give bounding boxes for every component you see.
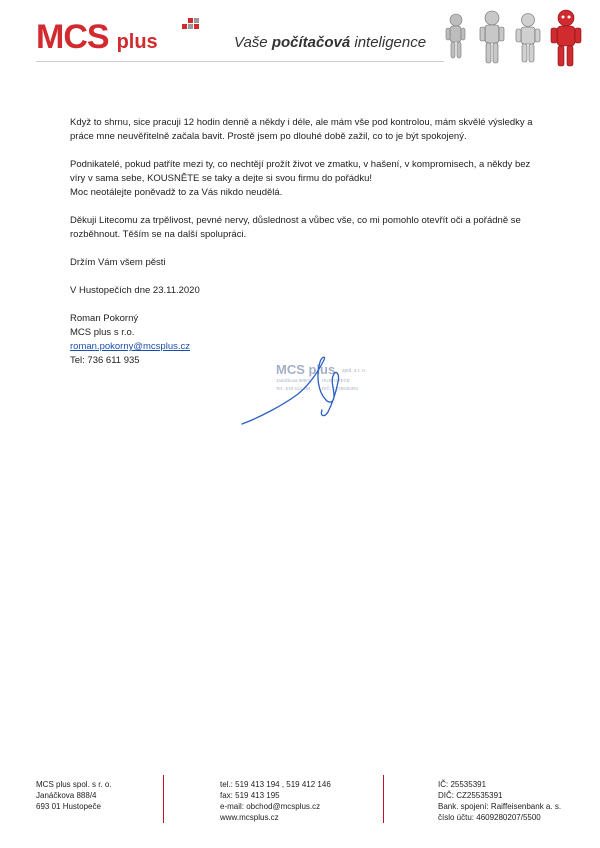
footer-company-column: [36, 779, 112, 812]
stamp-address: Janáčkova 888/4: [276, 378, 311, 383]
mcs-plus-logo: [36, 20, 158, 54]
footer-city: 693 01 Hustopeče: [36, 802, 101, 811]
footer-email[interactable]: e-mail: obchod@mcsplus.cz: [220, 802, 321, 811]
robots-illustration-icon: [440, 4, 590, 70]
footer-web[interactable]: www.mcsplus.cz: [220, 813, 279, 822]
signer-phone: Tel: 736 611 935: [70, 355, 140, 366]
letter-body: [70, 116, 540, 368]
paragraph-2-line-2: Moc neotálejte poněvadž to za Vás nikdo neudělá.: [70, 187, 283, 198]
stamp-tel: Tel.: 519 413 194: [276, 386, 311, 391]
tagline-suffix: inteligence: [354, 34, 427, 51]
stamp-city: HUSTOPEČE: [322, 378, 350, 383]
logo-squares-icon: [182, 18, 202, 34]
letterhead: [0, 0, 600, 80]
paragraph-3: Děkuji Litecomu za trpělivost, pevné nervy, důslednost a vůbec vše, co mi pomohlo otevřít oči a pořádně se rozběhnout. Těším se na další spolupráci.: [70, 215, 521, 240]
closing: Držím Vám všem pěsti: [70, 257, 166, 268]
logo-mcs-text: MCS: [36, 18, 109, 56]
footer-street: Janáčkova 888/4: [36, 791, 97, 800]
footer-bank: Bank. spojení: Raiffeisenbank a. s.: [438, 802, 562, 811]
footer-divider-1: [163, 775, 164, 823]
footer-fax: fax: 519 413 195: [220, 791, 280, 800]
signer-email-link[interactable]: roman.pokorny@mcsplus.cz: [70, 341, 190, 352]
header-divider: [36, 61, 444, 62]
tagline-bold: počítačová: [271, 34, 351, 51]
place-date: V Hustopečích dne 23.11.2020: [70, 285, 200, 296]
tagline: [234, 34, 426, 51]
stamp-dic: DIČ: CZ25535391: [322, 386, 359, 391]
company-stamp-and-signature: [238, 352, 388, 432]
footer-tel: tel.: 519 413 194 , 519 412 146: [220, 780, 331, 789]
footer-divider-2: [383, 775, 384, 823]
signer-name: Roman Pokorný: [70, 313, 139, 324]
stamp-logo: MCS plus: [276, 362, 336, 377]
tagline-prefix: Vaše: [234, 34, 268, 51]
logo-plus-text: plus: [116, 31, 158, 53]
letter-footer: [0, 775, 600, 835]
signer-company: MCS plus s r.o.: [70, 327, 135, 338]
footer-ico: IČ: 25535391: [438, 780, 487, 789]
paragraph-1: Když to shrnu, sice pracuji 12 hodin denně a někdy i déle, ale mám vše pod kontrolou, mám skvělé výsledky a práce mne neuvěřitelně začala bavit. Prostě jsem po dlouhé době zažil, co to je být spokojený.: [70, 117, 533, 142]
footer-dic: DIČ: CZ25535391: [438, 791, 503, 800]
stamp-company: spol. s r. o.: [342, 368, 367, 374]
footer-contact-column: [220, 779, 331, 823]
footer-account: číslo účtu: 4609280207/5500: [438, 813, 541, 822]
paragraph-2-line-1: Podnikatelé, pokud patříte mezi ty, co nechtějí prožít život ve zmatku, v hašení, v kompromisech, a někdy bez víry v sama sebe, KOUSNĚTE se taky a dejte si svou firmu do pořádku!: [70, 159, 531, 184]
footer-bank-column: [438, 779, 561, 823]
footer-company-name: MCS plus spol. s r. o.: [36, 780, 112, 789]
